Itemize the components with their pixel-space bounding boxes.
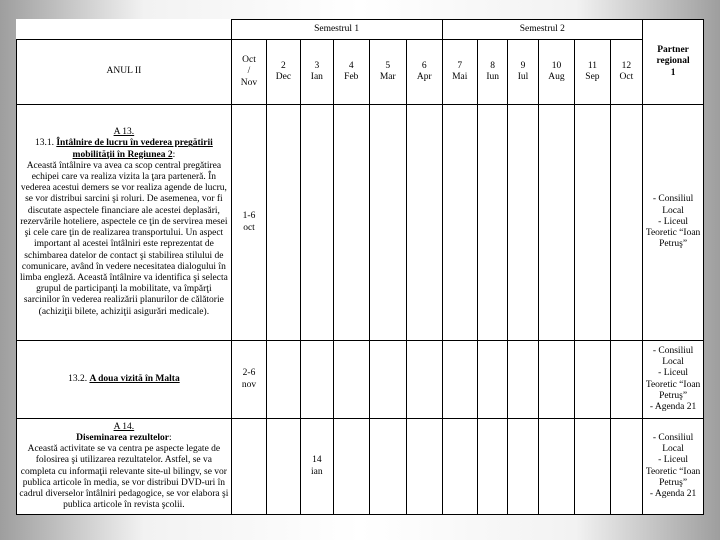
month-name: Mar (379, 72, 396, 82)
month-header-10 (538, 40, 574, 105)
month-name: Nov (240, 77, 258, 88)
empty-cell (508, 105, 538, 341)
activity-code: A 14. (113, 421, 135, 432)
date-days: 14 (312, 455, 322, 466)
activity-title: Diseminarea rezultelor (76, 432, 169, 443)
table-row (17, 419, 704, 515)
empty-cell (477, 105, 507, 341)
month-name: Sep (585, 72, 600, 82)
empty-cell (477, 419, 507, 515)
partner-line: - Agenda 21 (649, 401, 697, 412)
month-name: Oct (619, 72, 634, 82)
empty-cell (508, 419, 538, 515)
month-name: Mai (452, 72, 468, 82)
semester-header-row (17, 20, 704, 40)
empty-cell (442, 341, 477, 419)
partner-line: Teoretic “Ioan (645, 466, 701, 477)
partner-header-line: regional (656, 56, 690, 67)
month-number: 6 (421, 60, 427, 71)
empty-cell (477, 341, 507, 419)
table-row (17, 105, 704, 341)
month-header-7 (442, 40, 477, 105)
month-header-2 (267, 40, 300, 105)
empty-cell (334, 105, 369, 341)
empty-cell (406, 341, 442, 419)
partner-cell (643, 419, 704, 515)
empty-cell (406, 105, 442, 341)
partner-line: - Liceul (658, 216, 688, 227)
month-header-row (17, 40, 704, 105)
partner-line: - Liceul (658, 368, 688, 379)
partner-line: Teoretic “Ioan (645, 228, 701, 239)
partner-line: Local (662, 357, 684, 368)
month-header-3 (300, 40, 333, 105)
semester-1-header: Semestrul 1 (231, 20, 442, 40)
partner-line: - Agenda 21 (649, 488, 697, 499)
empty-cell (334, 341, 369, 419)
activity-description (17, 341, 232, 419)
month-number: 8 (490, 60, 496, 71)
empty-cell (442, 419, 477, 515)
blank-corner (17, 20, 232, 40)
year-label: ANUL II (17, 40, 232, 105)
month-number: 10 (551, 60, 562, 71)
empty-cell (538, 419, 574, 515)
schedule-table-wrapper (16, 19, 704, 515)
partner-line: - Consiliul (652, 345, 694, 356)
empty-cell (300, 341, 333, 419)
semester-2-header: Semestrul 2 (442, 20, 643, 40)
empty-cell (267, 105, 300, 341)
partner-header-line: Partner (657, 45, 689, 56)
activity-code: A 13. (113, 127, 135, 138)
subactivity-number: 13.2. (68, 373, 88, 384)
month-name: Apr (416, 72, 432, 82)
month-name: Feb (344, 72, 359, 82)
empty-cell (369, 341, 406, 419)
month-name: Dec (275, 72, 292, 82)
empty-cell (610, 105, 642, 341)
month-separator: / (247, 66, 251, 77)
month-header-11 (575, 40, 610, 105)
empty-cell (369, 419, 406, 515)
schedule-date-cell (231, 105, 266, 341)
month-name: Ian (310, 72, 323, 82)
schedule-date-cell (231, 341, 266, 419)
date-days: 2-6 (242, 368, 256, 379)
month-number: 12 (621, 60, 632, 71)
month-number: 4 (348, 60, 354, 71)
month-header-5 (369, 40, 406, 105)
month-number: 7 (457, 60, 463, 71)
month-name: Iul (517, 72, 529, 82)
month-name: Iun (486, 72, 499, 82)
activity-description (17, 419, 232, 515)
empty-cell (610, 341, 642, 419)
date-month: nov (241, 379, 257, 390)
partner-line: Teoretic “Ioan (645, 379, 701, 390)
activity-title: A doua vizită în Malta (89, 373, 180, 384)
empty-cell (442, 105, 477, 341)
month-header-6 (406, 40, 442, 105)
subactivity-number: 13.1. (34, 138, 54, 149)
empty-cell (575, 419, 610, 515)
month-number: 9 (520, 60, 526, 71)
month-header-8 (477, 40, 507, 105)
partner-line: - Consiliul (652, 194, 694, 205)
empty-cell (406, 419, 442, 515)
date-month: oct (243, 222, 255, 233)
month-number: 5 (385, 60, 391, 71)
month-number: Oct (242, 55, 256, 66)
partner-line: Petruş” (659, 390, 688, 401)
empty-cell (575, 105, 610, 341)
activity-description (17, 105, 232, 341)
activity-body: Această întâlnire va avea ca scop central pregătirea echipei care va realiza vizita la ţara parteneră. În vederea acestui demers se vor realiza agende de lucru, se vor distribui sarcini şi roluri. De asemenea, vor fi discutate aspectele financiare ale acestei deplasări, rezervările hoteliere, aspectele ce ţin de servirea mesei şi cele care ţin de realizarea transportului. Un aspect important al acestei întâlniri este reprezentat de schimbarea datelor de contact şi stabilirea stilului de comunicare, având în vedere necesitatea dialogului în limba engleză. Această întâlnire va identifica şi selecta grupul de participanţi la mobilitate, va împărţi sarcinilor în vederea realizării planurilor de călătorie (achiziţii bilete, achiziţii asigurări medicale). (19, 160, 228, 317)
partner-cell (643, 105, 704, 341)
activity-schedule-table (16, 19, 704, 515)
empty-cell (538, 105, 574, 341)
partner-line: Local (662, 444, 684, 455)
month-number: 2 (281, 60, 286, 71)
partner-line: - Liceul (658, 455, 688, 466)
date-month: ian (311, 466, 323, 477)
partner-line: - Consiliul (652, 432, 694, 443)
table-row (17, 341, 704, 419)
schedule-date-cell (300, 419, 333, 515)
empty-cell (267, 341, 300, 419)
partner-header-line: 1 (670, 67, 676, 78)
title-suffix: : (168, 432, 172, 443)
month-name: Aug (548, 72, 565, 82)
month-number: 3 (314, 60, 320, 71)
month-header-9 (508, 40, 538, 105)
partner-line: Petruş” (659, 477, 688, 488)
empty-cell (610, 419, 642, 515)
activity-body: Această activitate se va centra pe aspecte legate de folosirea şi utilizarea rezultatelor. Astfel, se va completa cu informaţii relevante site-ul bilingv, se vor publica articole în media, se vor distribui DVD-uri în cadrul diverselor întâlniri pedagogice, se vor elabora şi publica articole în revista şcolii. (19, 444, 229, 511)
month-header-4 (334, 40, 369, 105)
partner-cell (643, 341, 704, 419)
partner-line: Petruş” (659, 239, 688, 250)
empty-cell (575, 341, 610, 419)
empty-cell (334, 419, 369, 515)
date-days: 1-6 (242, 211, 256, 222)
activity-title: Întâlnire de lucru în vederea pregătirii mobilităţii în Regiunea 2 (56, 138, 213, 160)
empty-cell (508, 341, 538, 419)
month-header-1 (231, 40, 266, 105)
empty-cell (300, 105, 333, 341)
empty-cell (369, 105, 406, 341)
empty-cell (231, 419, 266, 515)
empty-cell (538, 341, 574, 419)
title-suffix: : (172, 149, 176, 160)
month-header-12 (610, 40, 642, 105)
empty-cell (267, 419, 300, 515)
partner-header (643, 20, 704, 105)
partner-line: Local (662, 205, 684, 216)
month-number: 11 (587, 60, 597, 71)
